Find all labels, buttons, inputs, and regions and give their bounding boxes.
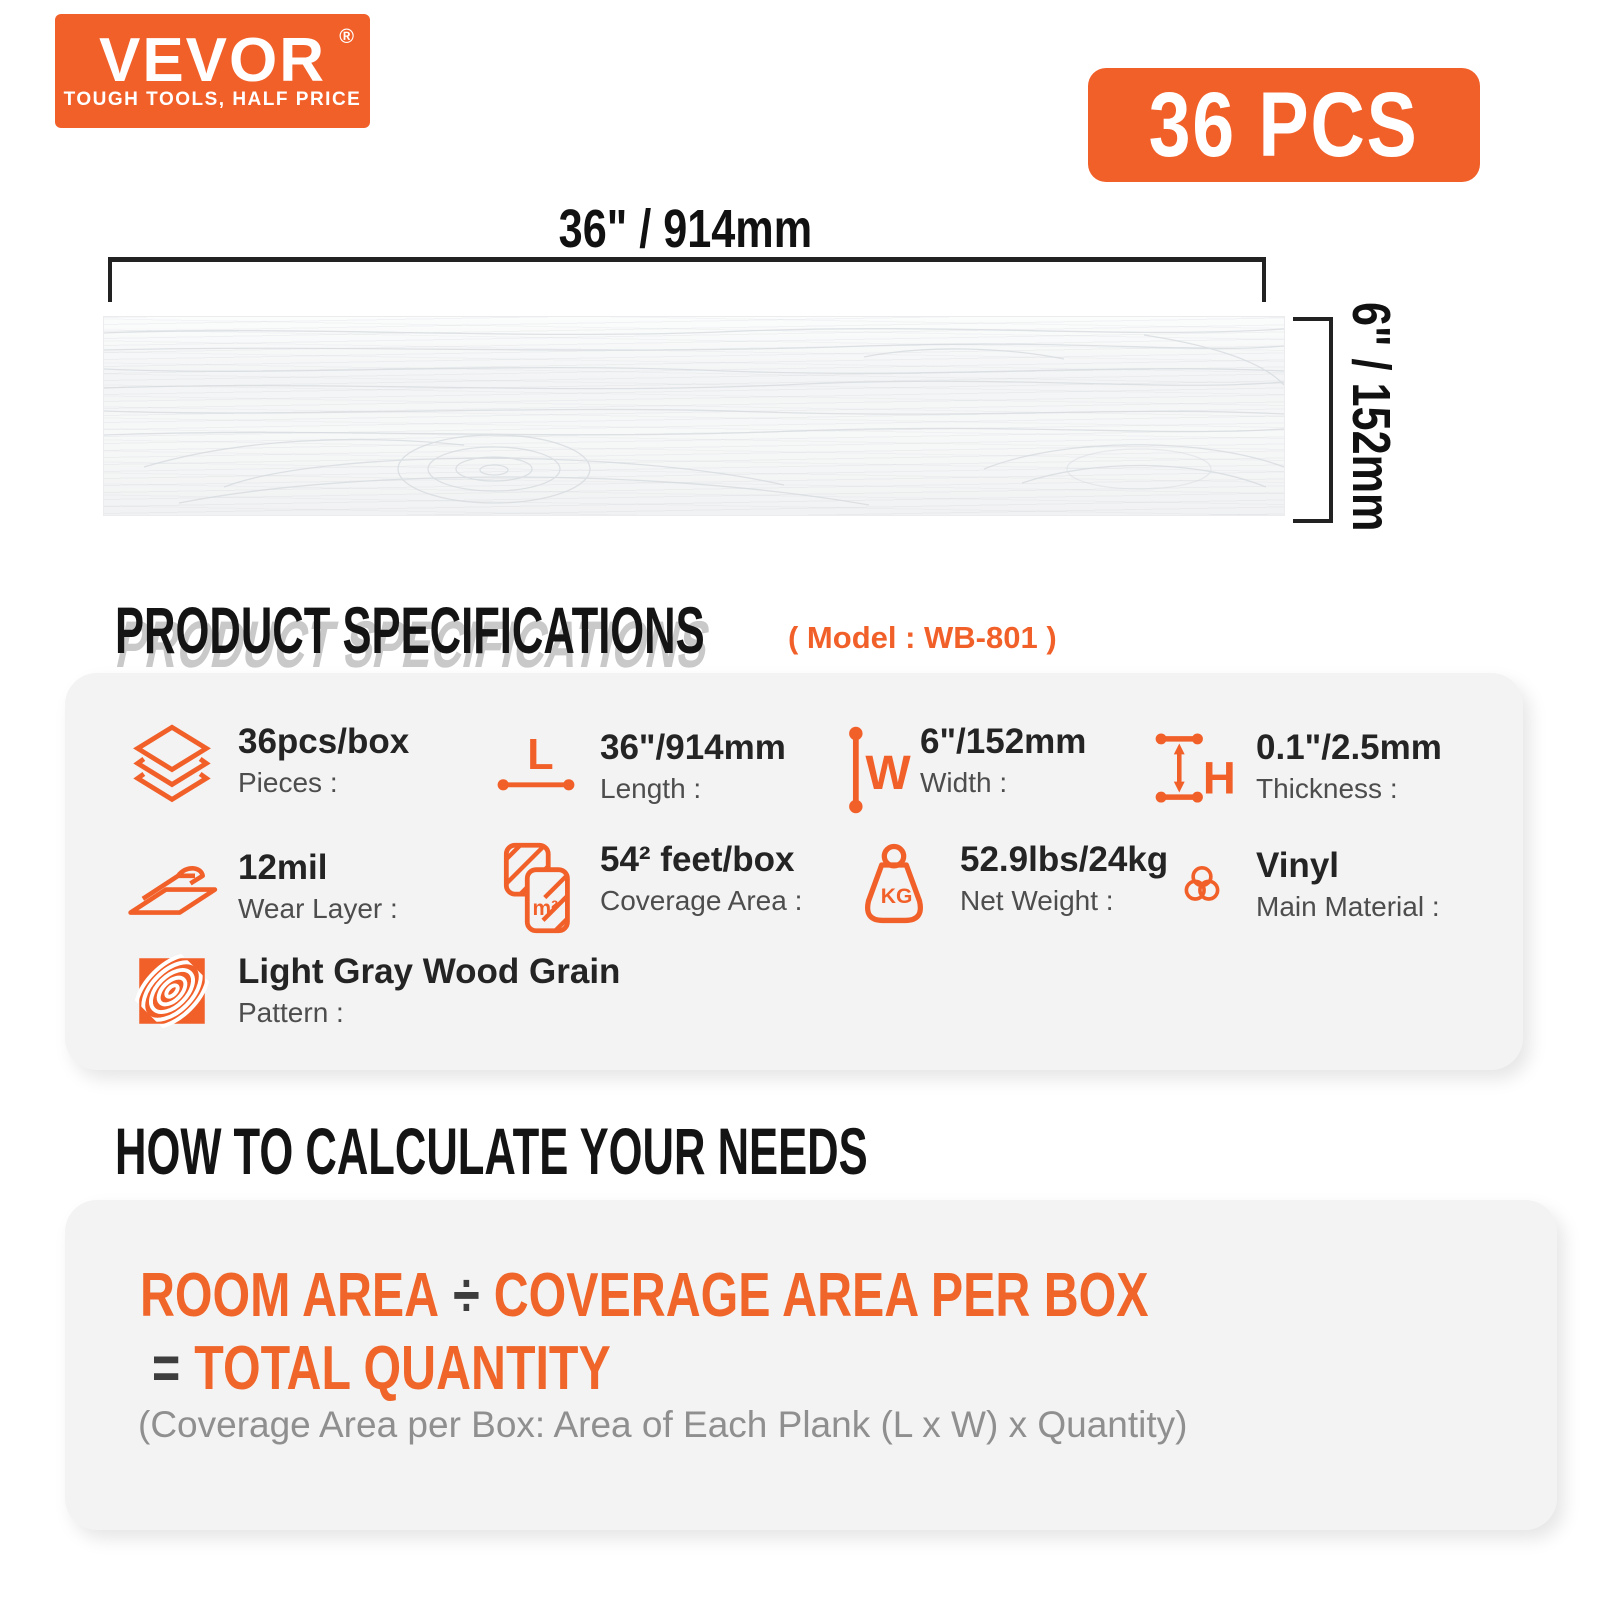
spec-label: Main Material : [1256, 891, 1440, 923]
spec-value: 0.1"/2.5mm [1256, 728, 1442, 767]
spec-value: 36pcs/box [238, 722, 410, 761]
badge-label: 36 PCS [1149, 74, 1419, 176]
spec-value: 36"/914mm [600, 728, 786, 767]
svg-text:W: W [865, 747, 911, 801]
spec-section-heading: PRODUCT SPECIFICATIONS PRODUCT SPECIFICATIONS [115, 597, 1008, 663]
spec-value: 12mil [238, 848, 328, 887]
spec-value: Vinyl [1256, 846, 1340, 885]
weight-kg-icon [848, 840, 940, 934]
svg-text:L: L [527, 730, 554, 779]
calc-section-heading: HOW TO CALCULATE YOUR NEEDS [115, 1114, 868, 1188]
formula-line-1 [140, 1261, 1149, 1330]
spec-item-thickness [1176, 728, 1442, 808]
wear-layer-icon [126, 848, 218, 922]
spec-label: Pieces : [238, 767, 338, 799]
vevor-logo [55, 14, 370, 128]
spec-item-width [852, 722, 1086, 818]
thickness-icon [1176, 728, 1236, 808]
length-icon [492, 728, 580, 800]
model-number: ( Model : WB-801 ) [788, 620, 1057, 655]
wood-pattern-icon [126, 952, 218, 1030]
width-icon [852, 722, 911, 818]
registered-trademark-icon: ® [339, 26, 354, 48]
material-circles-icon [1176, 846, 1228, 926]
svg-text:H: H [1202, 752, 1236, 804]
svg-text:m²: m² [532, 897, 559, 921]
wood-grain-texture [104, 317, 1284, 515]
width-dimension-bracket [1293, 317, 1333, 523]
width-dimension-label: 6" / 152mm [1341, 302, 1401, 532]
plank-image [103, 316, 1285, 516]
formula-line-2 [152, 1334, 611, 1403]
spec-label: Length : [600, 773, 702, 805]
spec-item-material [1176, 846, 1440, 926]
length-dimension-label: 36" / 914mm [558, 199, 812, 259]
spec-value: Light Gray Wood Grain [238, 952, 621, 991]
length-dimension-bracket [108, 257, 1266, 302]
spec-item-pattern [126, 952, 620, 1030]
logo-wordmark: VEVOR [98, 26, 327, 95]
spec-item-pieces [126, 722, 409, 810]
layers-icon [126, 722, 218, 810]
spec-label: Coverage Area : [600, 885, 803, 917]
spec-label: Net Weight : [960, 885, 1114, 917]
spec-item-weight [848, 840, 1168, 934]
spec-label: Wear Layer : [238, 893, 398, 925]
svg-text:KG: KG [880, 884, 913, 908]
spec-item-length [492, 728, 786, 805]
spec-item-wear-layer [126, 848, 398, 925]
divide-sign: ÷ [453, 1261, 480, 1330]
spec-label: Thickness : [1256, 773, 1398, 805]
formula-note: (Coverage Area per Box: Area of Each Plank (L x W) x Quantity) [138, 1404, 1188, 1445]
spec-value: 6"/152mm [920, 722, 1087, 761]
equals-sign: = [152, 1334, 181, 1403]
spec-value: 54² feet/box [600, 840, 795, 879]
logo-tagline: TOUGH TOOLS, HALF PRICE [63, 89, 362, 110]
spec-item-coverage [492, 840, 802, 936]
coverage-area-icon [492, 840, 580, 936]
spec-value: 52.9lbs/24kg [960, 840, 1169, 879]
spec-label: Pattern : [238, 997, 344, 1029]
formula-total: TOTAL QUANTITY [194, 1334, 611, 1403]
piece-count-badge [1088, 68, 1480, 182]
formula-room-area: ROOM AREA [140, 1261, 440, 1330]
spec-label: Width : [920, 767, 1008, 799]
formula-coverage: COVERAGE AREA PER BOX [493, 1261, 1149, 1330]
